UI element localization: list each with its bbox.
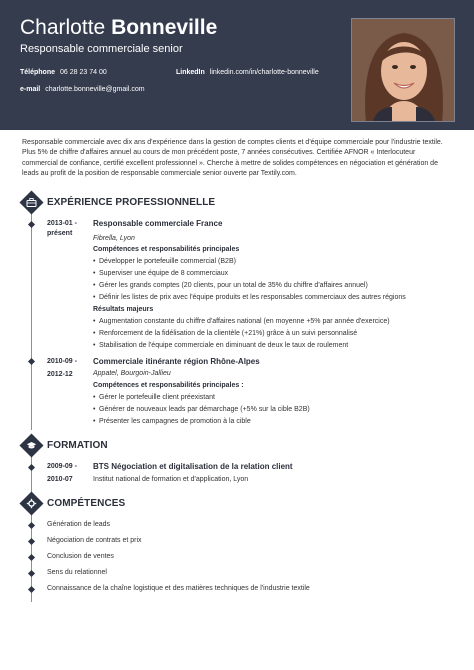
timeline-dot <box>28 538 35 545</box>
job-date-end: présent <box>47 230 73 237</box>
email-contact[interactable] <box>20 86 145 93</box>
timeline-dot <box>28 570 35 577</box>
profile-summary <box>22 138 458 180</box>
job-date <box>47 219 77 239</box>
bullet-item: • Superviser une équipe de 8 commerciaux <box>93 270 228 277</box>
timeline-dot <box>28 522 35 529</box>
phone-label: Téléphone <box>20 69 56 76</box>
candidate-name <box>20 16 217 40</box>
bullet-item: • Stabilisation de l'équipe commerciale en diminuant de deux le taux de roulement <box>93 342 348 349</box>
job-title: Responsable commerciale senior <box>20 43 183 55</box>
responsibilities-heading: Compétences et responsabilités principales <box>93 246 240 253</box>
experience-section-title: EXPÉRIENCE PROFESSIONNELLE <box>47 197 216 208</box>
timeline-rail <box>31 210 32 430</box>
graduation-cap-icon <box>19 433 43 457</box>
job-company: Fibrella, Lyon <box>93 235 135 242</box>
responsibilities-heading: Compétences et responsabilités principales : <box>93 382 244 389</box>
education-date-end: 2010-07 <box>47 476 73 483</box>
skill-item: Génération de leads <box>47 521 111 528</box>
linkedin-label: LinkedIn <box>176 69 205 76</box>
timeline-dot <box>28 586 35 593</box>
briefcase-icon <box>19 190 43 214</box>
bullet-item: • Augmentation constante du chiffre d'affaires national (en moyenne +5% par année d'exercice) <box>93 318 390 325</box>
first-name: Charlotte <box>20 16 106 39</box>
job-date-end: 2012-12 <box>47 371 73 378</box>
summary-line: commercial de confiance, certifié excellent professionnel ». Cherche à mettre de solides compétences en négociation et génération de <box>22 159 438 167</box>
summary-line: Responsable commerciale avec dix ans d'expérience dans la gestion de comptes clients et d'équipe commerciale pour l'industrie textile. <box>22 139 443 146</box>
bullet-item: • Renforcement de la fidélisation de la clientèle (+21%) grâce à un suivi personnalisé <box>93 330 357 337</box>
degree-title: BTS Négociation et digitalisation de la relation client <box>93 462 293 471</box>
job-date-start: 2013-01 - <box>47 220 77 227</box>
email-value[interactable]: charlotte.bonneville@gmail.com <box>45 86 145 93</box>
phone-contact <box>20 69 107 76</box>
timeline-dot <box>28 554 35 561</box>
skills-section-title: COMPÉTENCES <box>47 498 126 509</box>
bullet-item: • Gérer les grands comptes (20 clients, pour un total de 35% du chiffre d'affaires annuel) <box>93 282 368 289</box>
summary-line: Plus 5% de chiffre d'affaires annuel au cours de mon précédent poste, 7 années consécutives. Certifiée AFNOR « Interlocuteur <box>22 149 416 157</box>
job-role: Commerciale itinérante région Rhône-Alpes <box>93 357 260 366</box>
job-company: Appatel, Bourgoin-Jallieu <box>93 370 171 377</box>
job-date <box>47 357 77 380</box>
job-date-start: 2010-09 - <box>47 358 77 365</box>
bullet-item: • Générer de nouveaux leads par démarchage (+5% sur la cible B2B) <box>93 406 310 413</box>
timeline-dot <box>28 464 35 471</box>
job-role: Responsable commerciale France <box>93 219 223 228</box>
phone-value: 06 28 23 74 00 <box>60 69 107 76</box>
profile-photo <box>351 18 455 122</box>
bullet-item: • Présenter les campagnes de promotion à la cible <box>93 418 251 425</box>
timeline-rail <box>31 454 32 494</box>
linkedin-contact[interactable] <box>176 69 319 76</box>
skill-item: Sens du relationnel <box>47 569 107 576</box>
skill-item: Négociation de contrats et prix <box>47 537 142 544</box>
timeline-dot <box>28 358 35 365</box>
bullet-item: • Gérer le portefeuille client préexistant <box>93 394 215 401</box>
skill-item: Connaissance de la chaîne logistique et des matières techniques de l'industrie textile <box>47 585 310 592</box>
results-heading: Résultats majeurs <box>93 306 154 313</box>
skill-item: Conclusion de ventes <box>47 553 114 560</box>
gear-icon <box>19 491 43 515</box>
bullet-item: • Définir les listes de prix avec l'équipe produits et les responsables commerciaux des autres régions <box>93 294 406 301</box>
timeline-dot <box>28 221 35 228</box>
bullet-item: • Développer le portefeuille commercial (B2B) <box>93 258 236 265</box>
linkedin-value[interactable]: linkedin.com/in/charlotte-bonneville <box>209 69 319 76</box>
email-label: e-mail <box>20 86 41 93</box>
school-name: Institut national de formation et d'application, Lyon <box>93 476 249 483</box>
education-date-start: 2009-09 - <box>47 463 77 470</box>
education-section-title: FORMATION <box>47 440 108 451</box>
education-date <box>47 462 77 485</box>
resume-header <box>0 0 474 130</box>
summary-line: leads au profit de la position de responsable commerciale senior ouverte par Textily.com. <box>22 170 297 178</box>
last-name: Bonneville <box>111 16 218 39</box>
